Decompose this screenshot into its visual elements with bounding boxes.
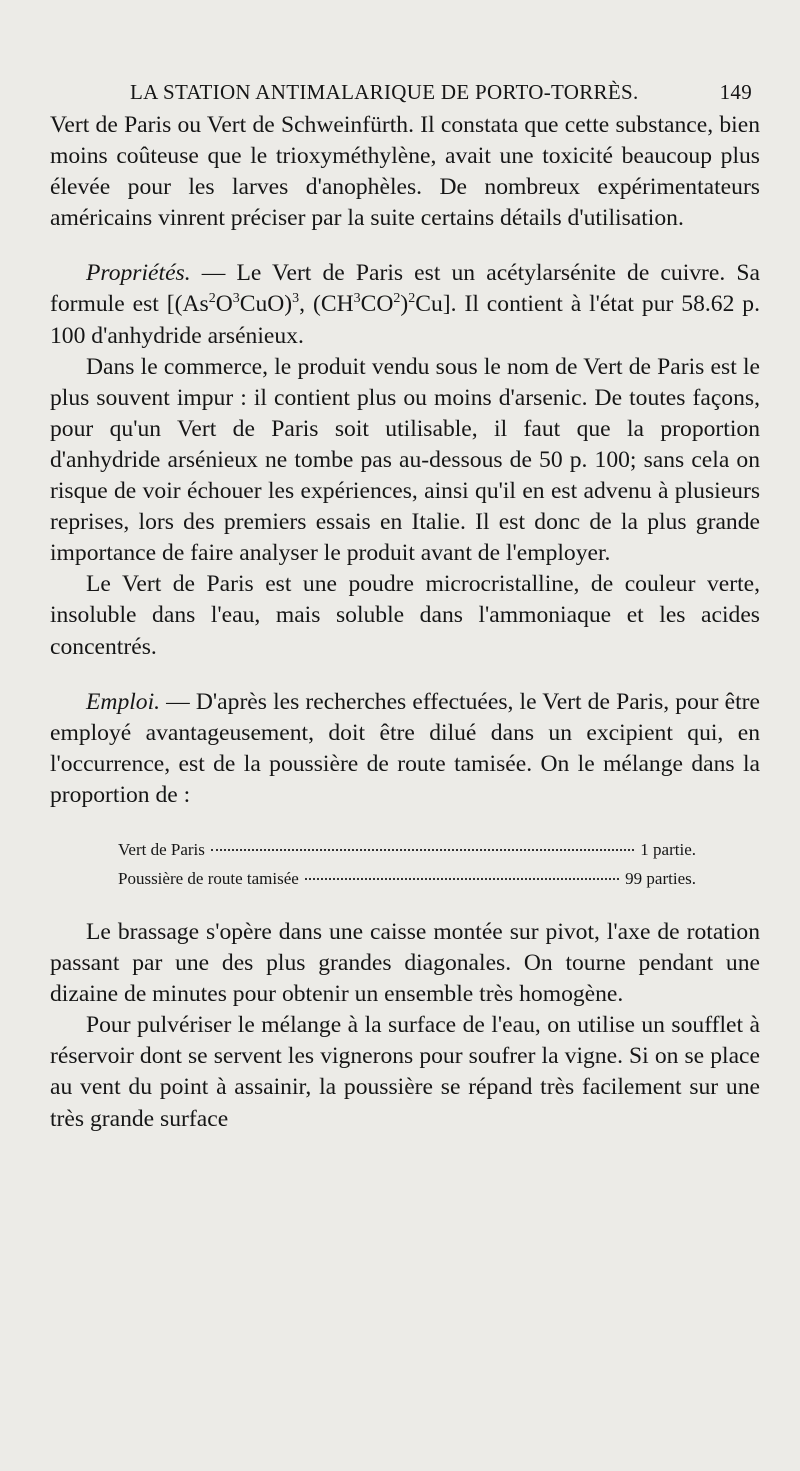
paragraph-emploi: Emploi. — D'après les recherches effectuées, le Vert de Paris, pour être employé avantageusement, doit être dilué dans un excipient qui, en l'occurrence, est de la poussière de route tamisée. On le mélange dans la proportion de : [50,688,760,808]
paragraph-6: Le brassage s'opère dans une caisse montée sur pivot, l'axe de rotation passant par une des plus grandes diagonales. On tourne pendant une dizaine de minutes pour obtenir un ensemble très homogène. [50,918,760,1008]
recipe-row [118,864,696,893]
leader-dots [211,849,634,851]
paragraph-proprietes: Propriétés. — Le Vert de Paris est un acétylarsénite de cuivre. Sa formule est [$(As^2O^3CuO)^3$, $(CH^3CO^2)^2Cu$]. Il contient à l'état pur 58.62 p. 100 d'anhydride arsénieux. [50,260,760,349]
recipe-quantity: 99 parties. [625,868,696,888]
paragraph-3: Dans le commerce, le produit vendu sous le nom de Vert de Paris est le plus souvent impur : il contient plus ou moins d'arsenic. De toutes façons, pour qu'un Vert de Paris soit utilisable, il faut que la proportion d'anhydride arsénieux ne tombe pas au-dessous de 50 p. 100; sans cela on risque de voir échouer les expériences, ainsi qu'il en est advenu à plusieurs reprises, lors des premiers essais en Italie. Il est donc de la plus grande importance de faire analyser le produit avant de l'employer. [50,353,760,567]
running-title: LA STATION ANTIMALARIQUE DE PORTO-TORRÈS. [130,80,639,104]
page-number: 149 [719,80,752,104]
leader-dots [305,878,619,880]
running-header [50,76,760,110]
section-label-emploi: Emploi. [86,688,161,715]
recipe-ingredient: Vert de Paris [118,839,205,859]
recipe-ingredient: Poussière de route tamisée [118,868,299,888]
recipe-row [118,835,696,864]
paragraph-7: Pour pulvériser le mélange à la surface de l'eau, on utilise un soufflet à réservoir dont se servent les vignerons pour soufrer la vigne. Si on se place au vent du point à assainir, la poussière se répand très facilement sur une très grande surface [50,1012,760,1132]
recipe-table [118,835,696,893]
paragraph-4: Le Vert de Paris est une poudre microcristalline, de couleur verte, insoluble dans l'eau, mais soluble dans l'ammoniaque et les acides concentrés. [50,571,760,660]
section-label-proprietes: Propriétés. [86,260,191,287]
paragraph-1: Vert de Paris ou Vert de Schweinfürth. Il constata que cette substance, bien moins coûteuse que le trioxyméthylène, avait une toxicité beaucoup plus élevée pour les larves d'anophèles. De nombreux expérimentateurs américains vinrent préciser par la suite certains détails d'utilisation. [50,112,760,232]
recipe-quantity: 1 partie. [640,839,696,859]
